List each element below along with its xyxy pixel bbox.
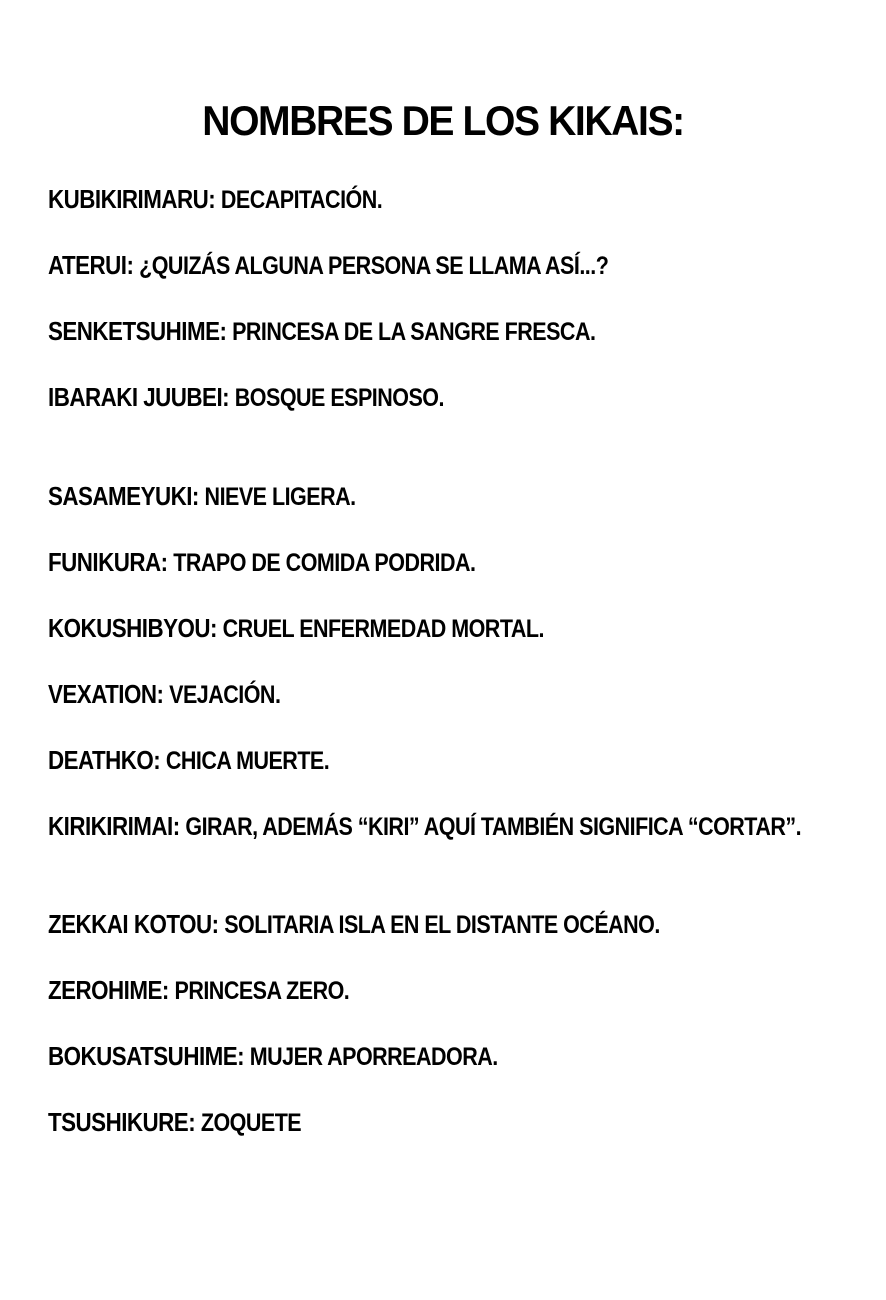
entry-definition: BOSQUE ESPINOSO. [234, 384, 444, 412]
entry-term: ZEROHIME: [48, 975, 169, 1005]
entry-definition: GIRAR, ADEMÁS “KIRI” AQUÍ TAMBIÉN SIGNIFICA “CORTAR”. [185, 813, 802, 841]
entry-definition: MUJER APORREADORA. [249, 1043, 498, 1071]
entry-senketsuhime [48, 314, 837, 349]
entry-bokusatsuhime [48, 1039, 837, 1074]
entry-term: ATERUI: [48, 250, 134, 280]
entry-term: DEATHKO: [48, 745, 161, 775]
entry-definition: ZOQUETE [200, 1109, 302, 1137]
entry-kokushibyou [48, 611, 837, 646]
entry-ibaraki-juubei [48, 380, 837, 415]
entry-term: KOKUSHIBYOU: [48, 613, 217, 643]
entry-definition: SOLITARIA ISLA EN EL DISTANTE OCÉANO. [224, 911, 660, 939]
entry-zekkai-kotou [48, 907, 837, 942]
entry-kirikirimai [48, 809, 837, 844]
entry-term: ZEKKAI KOTOU: [48, 909, 219, 939]
entry-vexation [48, 677, 837, 712]
page-title: NOMBRES DE LOS KIKAIS: [202, 97, 684, 144]
entry-definition: ¿QUIZÁS ALGUNA PERSONA SE LLAMA ASÍ...? [139, 252, 609, 280]
entry-term: IBARAKI JUUBEI: [48, 382, 230, 412]
entry-zerohime [48, 973, 837, 1008]
entry-term: FUNIKURA: [48, 547, 168, 577]
entry-definition: NIEVE LIGERA. [204, 483, 356, 511]
entry-term: BOKUSATSUHIME: [48, 1041, 245, 1071]
entry-tsushikure [48, 1105, 837, 1140]
entry-sasameyuki [48, 479, 837, 514]
entry-term: TSUSHIKURE: [48, 1107, 196, 1137]
entry-definition: CRUEL ENFERMEDAD MORTAL. [222, 615, 544, 643]
entry-deathko [48, 743, 837, 778]
entry-aterui [48, 248, 837, 283]
entry-term: SENKETSUHIME: [48, 316, 227, 346]
entry-kubikirimaru [48, 182, 837, 217]
entry-definition: VEJACIÓN. [169, 681, 281, 709]
entry-funikura [48, 545, 837, 580]
entry-definition: DECAPITACIÓN. [220, 186, 383, 214]
entry-term: KUBIKIRIMARU: [48, 184, 216, 214]
entry-definition: TRAPO DE COMIDA PODRIDA. [173, 549, 476, 577]
entry-definition: PRINCESA ZERO. [174, 977, 350, 1005]
entry-definition: CHICA MUERTE. [165, 747, 330, 775]
entry-term: KIRIKIRIMAI: [48, 811, 180, 841]
entry-term: SASAMEYUKI: [48, 481, 199, 511]
entry-definition: PRINCESA DE LA SANGRE FRESCA. [232, 318, 596, 346]
entry-term: VEXATION: [48, 679, 164, 709]
